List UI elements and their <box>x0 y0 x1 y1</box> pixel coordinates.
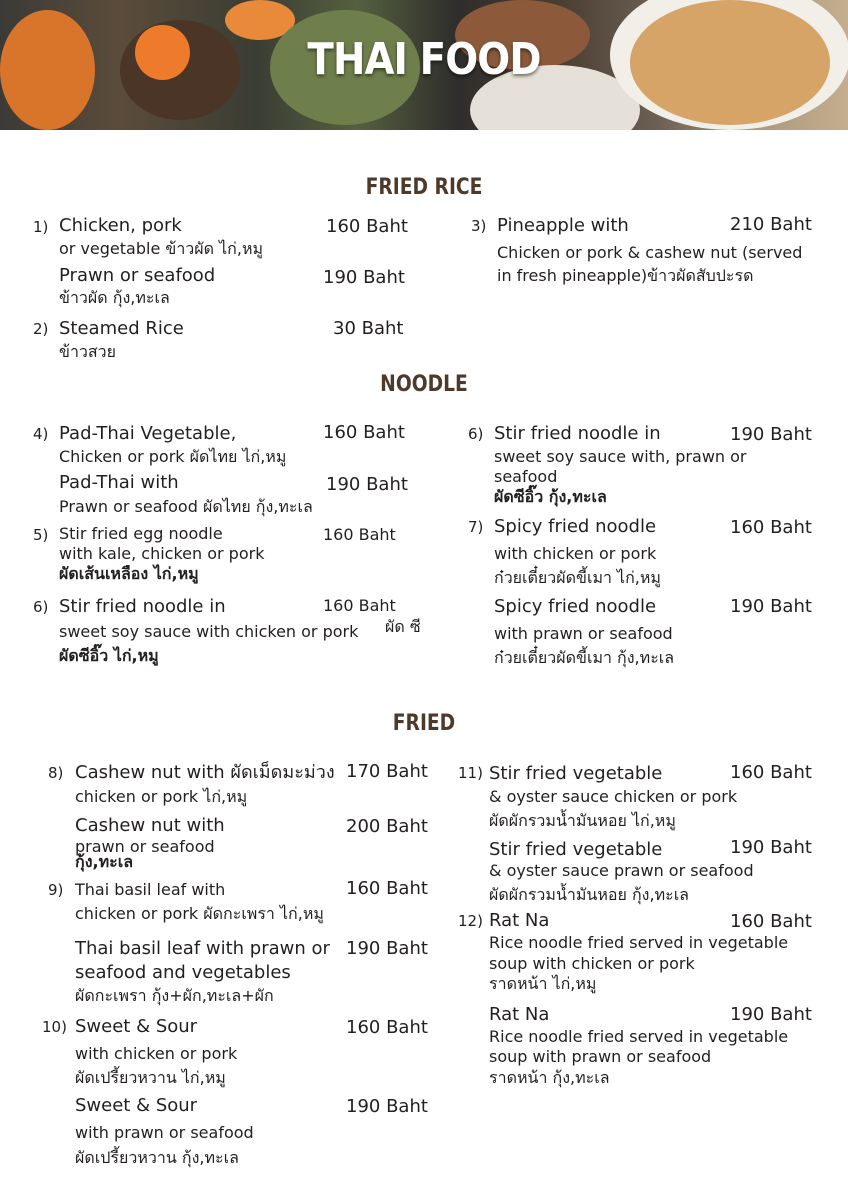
item-price: 210 Baht <box>730 214 812 235</box>
item-thai-name: ผัดเปรี้ยวหวาน ไก่,หมู <box>75 1068 226 1087</box>
item-description: soup with prawn or seafood <box>489 1047 712 1066</box>
item-description: seafood <box>494 467 558 486</box>
item-description: Rice noodle fried served in vegetable <box>489 933 789 952</box>
item-price: 200 Baht <box>346 816 428 837</box>
section-heading-fried-rice: FRIED RICE <box>365 175 483 200</box>
item-description: with chicken or pork <box>75 1044 238 1063</box>
item-thai-name: ผัดกะเพรา กุ้ง+ผัก,ทะเล+ผัก <box>75 986 274 1005</box>
item-price: 160 Baht <box>326 216 408 237</box>
item-description: Rice noodle fried served in vegetable <box>489 1027 789 1046</box>
item-name: Prawn or seafood <box>59 265 216 286</box>
item-name: Stir fried egg noodle <box>59 524 223 543</box>
item-price: 160 Baht <box>730 517 812 538</box>
section-heading-noodle: NOODLE <box>380 372 468 397</box>
item-price: 160 Baht <box>323 525 396 544</box>
item-price: 160 Baht <box>730 762 812 783</box>
item-thai-name: ราดหน้า กุ้ง,ทะเล <box>489 1068 610 1087</box>
item-description: Chicken or pork ผัดไทย ไก่,หมู <box>59 447 287 466</box>
item-number: 6) <box>468 425 484 443</box>
item-name: Pad-Thai with <box>59 472 179 493</box>
item-description: prawn or seafood <box>75 837 215 856</box>
item-price: 170 Baht <box>346 761 428 782</box>
item-price: 160 Baht <box>730 911 812 932</box>
item-number: 9) <box>48 881 64 899</box>
item-price: 190 Baht <box>346 1096 428 1117</box>
item-name: Stir fried vegetable <box>489 763 663 784</box>
item-name: Pad-Thai Vegetable, <box>59 423 237 444</box>
item-name: Sweet & Sour <box>75 1095 198 1116</box>
item-name: Sweet & Sour <box>75 1016 198 1037</box>
item-price: 190 Baht <box>323 267 405 288</box>
food-banner <box>0 0 848 130</box>
item-thai-fragment: ผัด ซี <box>385 617 421 636</box>
item-price: 160 Baht <box>323 422 405 443</box>
item-name: Rat Na <box>489 910 550 931</box>
item-number: 1) <box>33 218 49 236</box>
item-description: & oyster sauce prawn or seafood <box>489 861 754 880</box>
item-description: chicken or pork ผัดกะเพรา ไก่,หมู <box>75 904 324 923</box>
item-name: Pineapple with <box>497 215 629 236</box>
item-number: 10) <box>42 1018 67 1036</box>
item-price: 190 Baht <box>346 938 428 959</box>
item-name: Cashew nut with ผัดเม็ดมะม่วง <box>75 762 335 783</box>
item-number: 11) <box>458 764 483 782</box>
item-price: 160 Baht <box>323 596 396 615</box>
section-heading-fried: FRIED <box>392 711 456 736</box>
item-price: 190 Baht <box>326 474 408 495</box>
item-price: 190 Baht <box>730 424 812 445</box>
item-name: Thai basil leaf with <box>75 880 226 899</box>
item-number: 12) <box>458 912 483 930</box>
item-description: with chicken or pork <box>494 544 657 563</box>
item-thai-name: กุ้ง,ทะเล <box>75 852 133 871</box>
item-number: 4) <box>33 425 49 443</box>
item-description: with prawn or seafood <box>494 624 673 643</box>
item-name: Stir fried noodle in <box>59 596 226 617</box>
item-price: 160 Baht <box>346 1017 428 1038</box>
item-description: in fresh pineapple)ข้าวผัดสับปะรด <box>497 266 754 285</box>
item-thai-name: ข้าวผัด กุ้ง,ทะเล <box>59 288 170 307</box>
item-thai-name: ผัดผักรวมน้ำมันหอย กุ้ง,ทะเล <box>489 885 689 904</box>
item-thai-name: ผัดเปรี้ยวหวาน กุ้ง,ทะเล <box>75 1148 239 1167</box>
item-description: sweet soy sauce with, prawn or <box>494 447 747 466</box>
item-name: Chicken, pork <box>59 215 182 236</box>
item-description: or vegetable ข้าวผัด ไก่,หมู <box>59 239 264 258</box>
item-price: 190 Baht <box>730 837 812 858</box>
item-name: Spicy fried noodle <box>494 516 657 537</box>
item-name: Stir fried noodle in <box>494 423 661 444</box>
page-title: THAI FOOD <box>307 34 541 85</box>
item-thai-name: ก๋วยเตี๋ยวผัดขี้เมา กุ้ง,ทะเล <box>494 648 675 667</box>
item-name: Stir fried vegetable <box>489 839 663 860</box>
item-number: 7) <box>468 518 484 536</box>
item-price: 190 Baht <box>730 1004 812 1025</box>
item-name: Cashew nut with <box>75 815 225 836</box>
item-thai-name: ราดหน้า ไก่,หมู <box>489 974 597 993</box>
item-description: Prawn or seafood ผัดไทย กุ้ง,ทะเล <box>59 497 313 516</box>
item-description: sweet soy sauce with chicken or pork <box>59 622 359 641</box>
item-description: Chicken or pork & cashew nut (served <box>497 243 803 262</box>
item-description: with kale, chicken or pork <box>59 544 265 563</box>
item-price: 190 Baht <box>730 596 812 617</box>
item-thai-name: ผัดซีอิ๊ว กุ้ง,ทะเล <box>494 487 607 506</box>
item-name: Steamed Rice <box>59 318 184 339</box>
item-number: 3) <box>471 217 487 235</box>
item-number: 5) <box>33 526 49 544</box>
item-number: 8) <box>48 764 64 782</box>
item-name: seafood and vegetables <box>75 962 291 983</box>
item-thai-name: ผัดเส้นเหลือง ไก่,หมู <box>59 564 199 583</box>
item-price: 160 Baht <box>346 878 428 899</box>
item-number: 6) <box>33 598 49 616</box>
item-name: Spicy fried noodle <box>494 596 657 617</box>
item-name: Rat Na <box>489 1004 550 1025</box>
item-description: soup with chicken or pork <box>489 954 695 973</box>
item-price: 30 Baht <box>333 318 404 339</box>
item-number: 2) <box>33 320 49 338</box>
item-description: chicken or pork ไก่,หมู <box>75 787 248 806</box>
item-thai-name: ผัดซีอิ๊ว ไก่,หมู <box>59 646 159 665</box>
item-thai-name: ผัดผักรวมน้ำมันหอย ไก่,หมู <box>489 811 676 830</box>
item-description: with prawn or seafood <box>75 1123 254 1142</box>
item-name: Thai basil leaf with prawn or <box>75 938 330 959</box>
item-thai-name: ข้าวสวย <box>59 342 117 361</box>
item-description: & oyster sauce chicken or pork <box>489 787 738 806</box>
item-thai-name: ก๋วยเตี๋ยวผัดขี้เมา ไก่,หมู <box>494 568 661 587</box>
